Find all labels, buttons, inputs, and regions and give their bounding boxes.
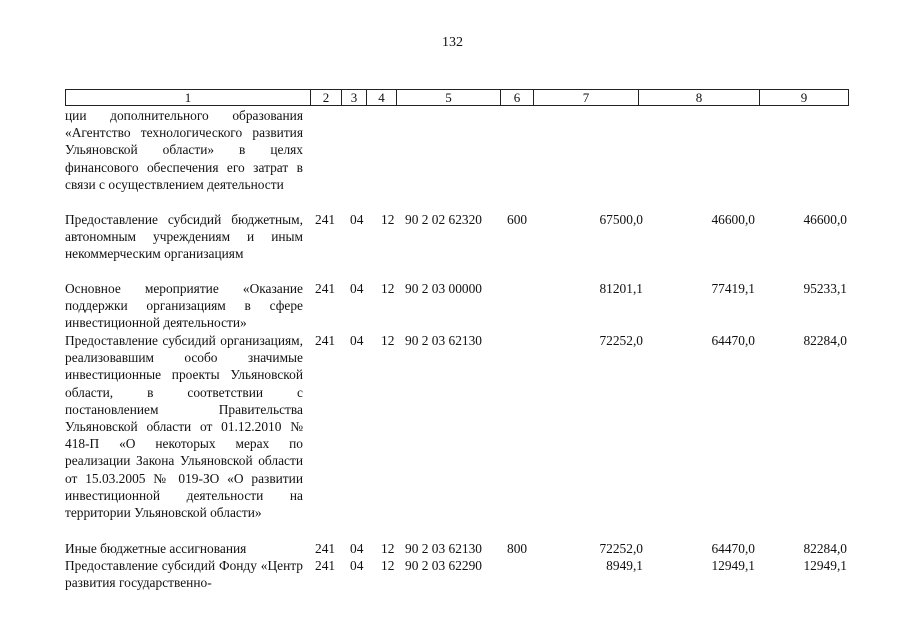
header-col-9: 9 <box>800 90 808 105</box>
cell-col-3: 04 <box>350 212 364 227</box>
cell-col-4: 12 <box>381 333 395 348</box>
header-col-5: 5 <box>397 90 501 105</box>
cell-col-3: 04 <box>350 541 364 556</box>
cell-col-3: 04 <box>350 333 364 348</box>
cell-col-8: 12949,1 <box>711 558 755 573</box>
cell-col-6: 600 <box>507 212 528 227</box>
cell-col-2: 241 <box>315 212 336 227</box>
cell-col-5: 90 2 03 62130 <box>405 541 482 556</box>
cell-col-7: 67500,0 <box>599 212 643 227</box>
cell-col-2: 241 <box>315 281 336 296</box>
cell-col-7: 72252,0 <box>599 541 643 556</box>
cell-col-8: 46600,0 <box>711 212 755 227</box>
cell-col-8: 64470,0 <box>711 541 755 556</box>
header-col-4: 4 <box>367 90 397 105</box>
table-row-text: Предоставление субсидий Фонду «Центр развития государственно- <box>65 558 303 591</box>
cell-col-4: 12 <box>381 558 395 573</box>
cell-col-4: 12 <box>381 281 395 296</box>
cell-col-7: 8949,1 <box>606 558 643 573</box>
cell-col-9: 95233,1 <box>803 281 847 296</box>
cell-col-2: 241 <box>315 558 336 573</box>
cell-col-6: 800 <box>507 541 528 556</box>
table-row-text: Предоставление субсидий организациям, реализовавшим особо значимые инвестиционные проекты Ульяновской области, в соответствии с постановлением Правительства Ульяновской области от 01.12.2010 № 418-П «О некоторых мерах по реализации Закона Ульяновской области от 15.03.2005 № 019-ЗО «О развитии инвестиционной деятельности на территории Ульяновской области» <box>65 333 303 521</box>
cell-col-9: 82284,0 <box>803 333 847 348</box>
cell-col-2: 241 <box>315 333 336 348</box>
cell-col-7: 72252,0 <box>599 333 643 348</box>
cell-col-7: 81201,1 <box>599 281 643 296</box>
cell-col-5: 90 2 03 62130 <box>405 333 482 348</box>
page-number: 132 <box>442 35 463 50</box>
header-col-2: 2 <box>311 90 342 105</box>
header-col-6: 6 <box>501 90 534 105</box>
header-col-7: 7 <box>534 90 639 105</box>
cell-col-3: 04 <box>350 558 364 573</box>
table-row-text: Предоставление субсидий бюджетным, автономным учреждениям и иным некоммерческим организациям <box>65 212 303 262</box>
cell-col-9: 46600,0 <box>803 212 847 227</box>
table-row-text: ции дополнительного образования «Агентство технологического развития Ульяновской области» в целях финансового обеспечения его затрат в связи с осуществлением деятельности <box>65 108 303 192</box>
table-row-text: Основное мероприятие «Оказание поддержки организациям в сфере инвестиционной деятельности» <box>65 281 303 331</box>
cell-col-8: 77419,1 <box>711 281 755 296</box>
cell-col-4: 12 <box>381 541 395 556</box>
header-col-1: 1 <box>66 90 311 105</box>
cell-col-9: 82284,0 <box>803 541 847 556</box>
cell-col-2: 241 <box>315 541 336 556</box>
table-row-text: Иные бюджетные ассигнования <box>65 541 247 556</box>
header-col-3: 3 <box>342 90 367 105</box>
table-header-row <box>65 89 849 106</box>
cell-col-5: 90 2 02 62320 <box>405 212 482 227</box>
cell-col-5: 90 2 03 00000 <box>405 281 482 296</box>
cell-col-4: 12 <box>381 212 395 227</box>
cell-col-9: 12949,1 <box>803 558 847 573</box>
cell-col-3: 04 <box>350 281 364 296</box>
cell-col-8: 64470,0 <box>711 333 755 348</box>
cell-col-5: 90 2 03 62290 <box>405 558 482 573</box>
header-col-8: 8 <box>639 90 760 105</box>
